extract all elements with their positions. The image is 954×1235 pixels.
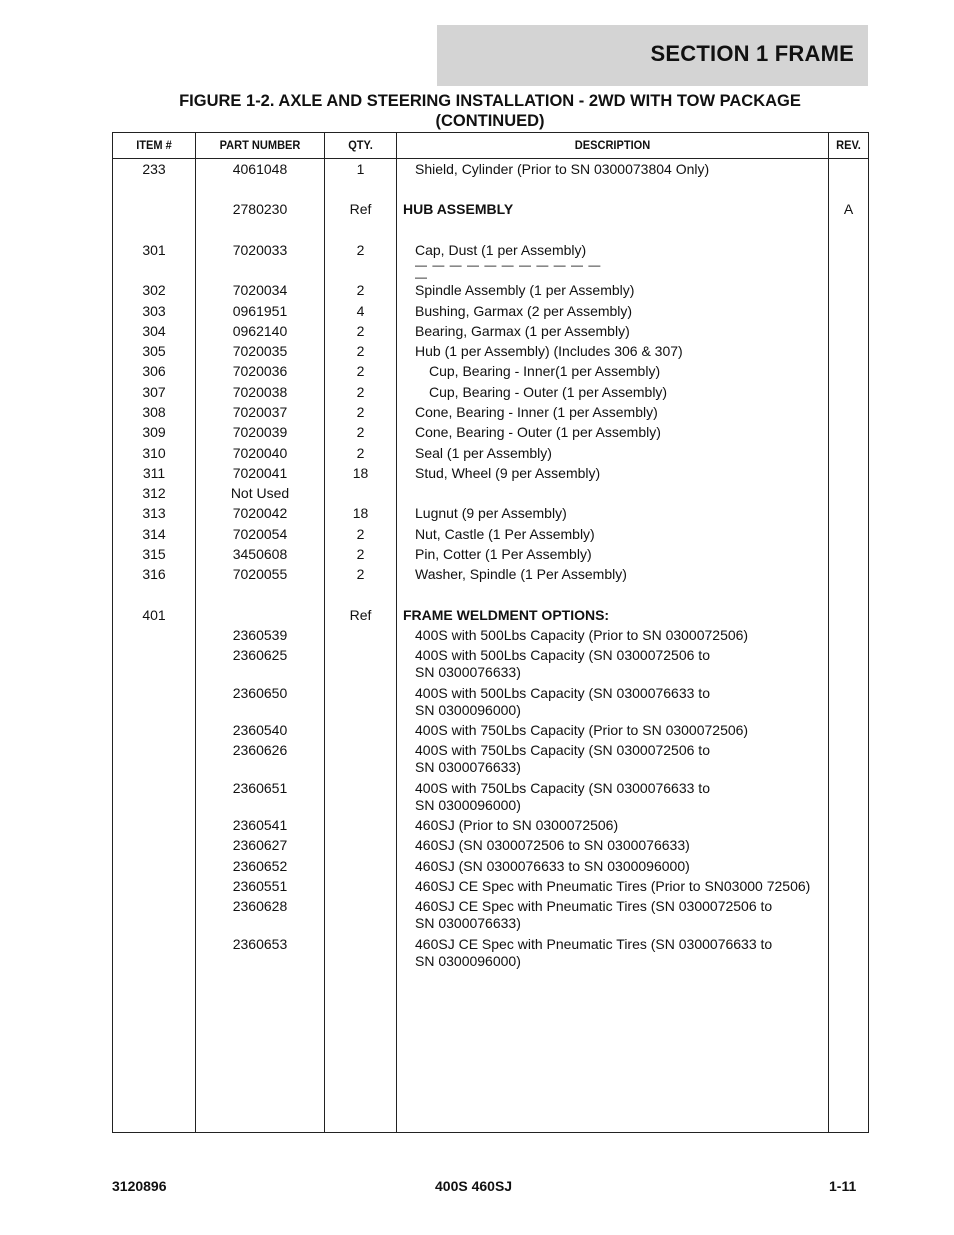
description-line: Hub (1 per Assembly) (Includes 306 & 307) xyxy=(415,343,683,359)
part-number: 2360539 xyxy=(232,627,288,643)
description-line: 400S with 750Lbs Capacity (Prior to SN 0300072506) xyxy=(415,722,749,738)
part-number: 7020040 xyxy=(232,445,288,461)
part-number: 2360653 xyxy=(232,936,288,952)
part-number: 7020038 xyxy=(232,384,288,400)
description xyxy=(415,742,840,776)
description-line: Seal (1 per Assembly) xyxy=(415,445,552,461)
quantity: Ref xyxy=(349,607,372,623)
part-number: 2360651 xyxy=(232,780,288,796)
part-number: 7020039 xyxy=(232,424,288,440)
footer-doc-number: 3120896 xyxy=(112,1178,167,1194)
quantity: 2 xyxy=(356,404,365,420)
description-line: Cone, Bearing - Outer (1 per Assembly) xyxy=(415,424,661,440)
description xyxy=(429,384,854,401)
description xyxy=(415,936,840,970)
description xyxy=(403,201,828,218)
part-number: 2360626 xyxy=(232,742,288,758)
part-number: 7020034 xyxy=(232,282,288,298)
description-line: 400S with 750Lbs Capacity (SN 0300072506 to xyxy=(415,742,710,758)
description xyxy=(415,647,840,681)
item-number: 311 xyxy=(142,465,166,481)
description-line-continued: SN 0300096000) xyxy=(415,797,521,813)
description xyxy=(415,878,840,895)
description-line: 400S with 500Lbs Capacity (Prior to SN 0300072506) xyxy=(415,627,749,643)
quantity: 2 xyxy=(356,546,365,562)
item-number: 310 xyxy=(142,445,166,461)
quantity: 2 xyxy=(356,363,365,379)
quantity: 18 xyxy=(352,505,369,521)
quantity: 2 xyxy=(356,343,365,359)
description-line: 400S with 750Lbs Capacity (SN 0300076633 to xyxy=(415,780,710,796)
part-number: 7020036 xyxy=(232,363,288,379)
item-number: 303 xyxy=(142,303,166,319)
item-number: 315 xyxy=(142,546,166,562)
part-number: Not Used xyxy=(230,485,290,501)
quantity: 2 xyxy=(356,323,365,339)
quantity: 2 xyxy=(356,526,365,542)
part-number: 2360540 xyxy=(232,722,288,738)
part-number: 3450608 xyxy=(232,546,288,562)
quantity: 2 xyxy=(356,424,365,440)
figure-title xyxy=(110,91,870,131)
item-number: 302 xyxy=(142,282,166,298)
description-line: Cup, Bearing - Inner(1 per Assembly) xyxy=(429,363,661,379)
column-header-part-number: PART NUMBER xyxy=(219,138,301,152)
description xyxy=(415,323,840,340)
description xyxy=(415,722,840,739)
description-line: Stud, Wheel (9 per Assembly) xyxy=(415,465,601,481)
description-line: Bearing, Garmax (1 per Assembly) xyxy=(415,323,630,339)
description-line: Cone, Bearing - Inner (1 per Assembly) xyxy=(415,404,658,420)
description-line: Shield, Cylinder (Prior to SN 0300073804 Only) xyxy=(415,161,710,177)
figure-title-line2: (CONTINUED) xyxy=(435,112,545,130)
part-number: 2780230 xyxy=(232,201,288,217)
description xyxy=(415,343,840,360)
description-line: 460SJ (Prior to SN 0300072506) xyxy=(415,817,619,833)
item-number: 305 xyxy=(142,343,166,359)
description xyxy=(415,780,840,814)
description-line: 460SJ CE Spec with Pneumatic Tires (Prior to SN03000 72506) xyxy=(415,878,811,894)
item-number: 233 xyxy=(142,161,166,177)
part-number: 7020035 xyxy=(232,343,288,359)
description-line: Spindle Assembly (1 per Assembly) xyxy=(415,282,635,298)
description-line: Cup, Bearing - Outer (1 per Assembly) xyxy=(429,384,668,400)
description-line: 400S with 500Lbs Capacity (SN 0300072506 to xyxy=(415,647,710,663)
column-divider xyxy=(396,133,397,1132)
section-header xyxy=(437,25,868,86)
description-line: 460SJ (SN 0300076633 to SN 0300096000) xyxy=(415,858,690,874)
description xyxy=(415,817,840,834)
description xyxy=(415,465,840,482)
quantity: 2 xyxy=(356,242,365,258)
description-line-continued: SN 0300096000) xyxy=(415,702,521,718)
description xyxy=(415,898,840,932)
footer-model: 400S 460SJ xyxy=(435,1178,513,1194)
description xyxy=(415,546,840,563)
column-header-qty: QTY. xyxy=(348,138,373,152)
description xyxy=(429,363,854,380)
description xyxy=(415,303,840,320)
part-number: 2360652 xyxy=(232,858,288,874)
description-line: Bushing, Garmax (2 per Assembly) xyxy=(415,303,633,319)
description xyxy=(415,161,840,178)
description-line: Cap, Dust (1 per Assembly) xyxy=(415,242,587,258)
part-number: 7020033 xyxy=(232,242,288,258)
description xyxy=(415,837,840,854)
quantity: Ref xyxy=(349,201,372,217)
description-line: 460SJ CE Spec with Pneumatic Tires (SN 0300072506 to xyxy=(415,898,773,914)
part-number: 0961951 xyxy=(232,303,288,319)
part-number: 4061048 xyxy=(232,161,288,177)
description xyxy=(415,424,840,441)
quantity: 2 xyxy=(356,282,365,298)
column-header-rev: REV. xyxy=(836,138,861,152)
item-number: 308 xyxy=(142,404,166,420)
item-number: 301 xyxy=(142,242,166,258)
item-number: 316 xyxy=(142,566,166,582)
column-header-description: DESCRIPTION xyxy=(574,138,651,152)
footer-page-number: 1-11 xyxy=(829,1178,857,1194)
quantity: 2 xyxy=(356,566,365,582)
description-line-continued: SN 0300076633) xyxy=(415,915,521,931)
part-number: 7020042 xyxy=(232,505,288,521)
part-number: 2360625 xyxy=(232,647,288,663)
description xyxy=(415,242,840,259)
description xyxy=(403,607,828,624)
description-line-continued: SN 0300076633) xyxy=(415,664,521,680)
part-number: 2360628 xyxy=(232,898,288,914)
item-number: 401 xyxy=(142,607,166,623)
quantity: 18 xyxy=(352,465,369,481)
part-number: 0962140 xyxy=(232,323,288,339)
description xyxy=(415,858,840,875)
section-title: SECTION 1 FRAME xyxy=(650,41,854,66)
description-line: Nut, Castle (1 Per Assembly) xyxy=(415,526,595,542)
description-line: 460SJ (SN 0300072506 to SN 0300076633) xyxy=(415,837,690,853)
description-line: 460SJ CE Spec with Pneumatic Tires (SN 0300076633 to xyxy=(415,936,773,952)
part-number: 7020041 xyxy=(232,465,288,481)
part-number: 7020037 xyxy=(232,404,288,420)
parts-table xyxy=(112,132,869,1133)
part-number: 7020054 xyxy=(232,526,288,542)
item-number: 307 xyxy=(142,384,166,400)
item-number: 309 xyxy=(142,424,166,440)
dashed-separator: — — — — — — — — — — — — xyxy=(415,258,602,284)
revision: A xyxy=(843,201,854,217)
part-number: 2360627 xyxy=(232,837,288,853)
description xyxy=(415,685,840,719)
description xyxy=(415,526,840,543)
header-divider xyxy=(113,158,868,159)
item-number: 306 xyxy=(142,363,166,379)
part-number: 2360650 xyxy=(232,685,288,701)
item-number: 312 xyxy=(142,485,166,501)
column-header-item: ITEM # xyxy=(136,138,172,152)
description xyxy=(415,404,840,421)
part-number: 2360541 xyxy=(232,817,288,833)
item-number: 304 xyxy=(142,323,166,339)
description-line: 400S with 500Lbs Capacity (SN 0300076633 to xyxy=(415,685,710,701)
part-number: 7020055 xyxy=(232,566,288,582)
part-number: 2360551 xyxy=(232,878,288,894)
description xyxy=(415,505,840,522)
quantity: 2 xyxy=(356,445,365,461)
description xyxy=(415,627,840,644)
description-line: Pin, Cotter (1 Per Assembly) xyxy=(415,546,592,562)
quantity: 4 xyxy=(356,303,365,319)
description xyxy=(415,566,840,583)
description-line-continued: SN 0300076633) xyxy=(415,759,521,775)
quantity: 1 xyxy=(356,161,365,177)
description xyxy=(415,282,840,299)
quantity: 2 xyxy=(356,384,365,400)
item-number: 314 xyxy=(142,526,166,542)
description-line-continued: SN 0300096000) xyxy=(415,953,521,969)
description-line: Lugnut (9 per Assembly) xyxy=(415,505,567,521)
description-line: Washer, Spindle (1 Per Assembly) xyxy=(415,566,627,582)
description-line: HUB ASSEMBLY xyxy=(403,201,514,217)
description xyxy=(415,445,840,462)
figure-title-line1: FIGURE 1-2. AXLE AND STEERING INSTALLATION - 2WD WITH TOW PACKAGE xyxy=(179,92,801,110)
description-line: FRAME WELDMENT OPTIONS: xyxy=(403,607,610,623)
item-number: 313 xyxy=(142,505,166,521)
